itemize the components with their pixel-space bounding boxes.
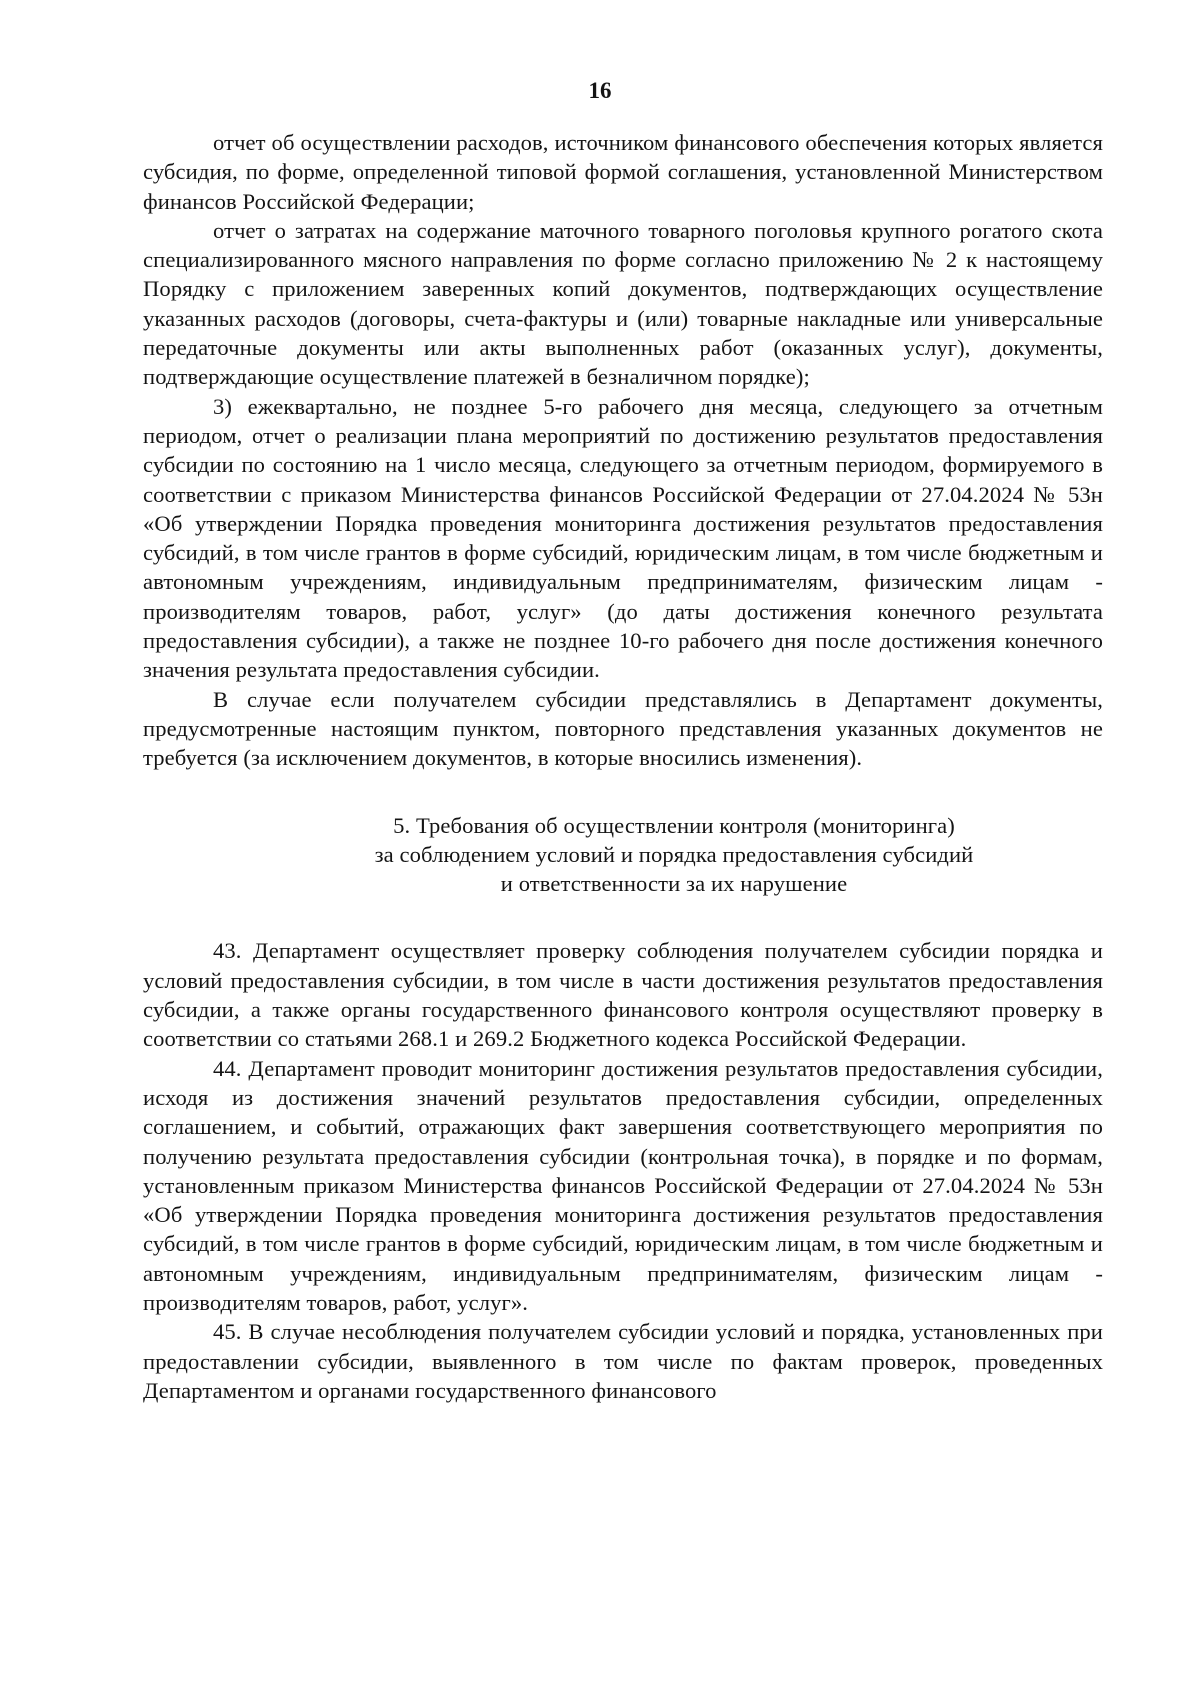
section-heading-line-3: и ответственности за их нарушение [500,871,848,897]
paragraph-no-resubmission: В случае если получателем субсидии представлялись в Департамент документы, предусмотренные настоящим пунктом, повторного представления указанных документов не требуется (за исключением документов, в которые вносились изменения). [143,686,1103,771]
paragraph-expense-report: отчет об осуществлении расходов, источником финансового обеспечения которых является субсидия, по форме, определенной типовой формой соглашения, установленной Министерством финансов Российской Федерации; [143,130,1103,214]
paragraph-43: 43. Департамент осуществляет проверку соблюдения получателем субсидии порядка и условий предоставления субсидии, в том числе в части достижения результатов предоставления субсидии, а также органы государственного финансового контроля осуществляют проверку в соответствии со статьями 268.1 и 269.2 Бюджетного кодекса Российской Федерации. [143,938,1103,1052]
section-heading-line-2: за соблюдением условий и порядка предоставления субсидий [374,841,974,867]
section-heading [143,811,1103,899]
paragraph-quarterly-report: 3) ежеквартально, не позднее 5-го рабочего дня месяца, следующего за отчетным периодом, отчет о реализации плана мероприятий по достижению результатов предоставления субсидии по состоянию на 1 число месяца, следующего за отчетным периодом, формируемого в соответствии с приказом Министерства финансов Российской Федерации от 27.04.2024 № 53н «Об утверждении Порядка проведения мониторинга достижения результатов предоставления субсидий, в том числе грантов в форме субсидий, юридическим лицам, в том числе бюджетным и автономным учреждениям, индивидуальным предпринимателям, физическим лицам - производителям товаров, работ, услуг» (до даты достижения конечного результата предоставления субсидии), а также не позднее 10-го рабочего дня после достижения конечного значения результата предоставления субсидии. [143,393,1103,683]
paragraph-cattle-cost-report: отчет о затратах на содержание маточного товарного поголовья крупного рогатого скота специализированного мясного направления по форме согласно приложению № 2 к настоящему Порядку с приложением заверенных копий документов, подтверждающих осуществление указанных расходов (договоры, счета-фактуры и (или) товарные накладные или универсальные передаточные документы или акты выполненных работ (оказанных услуг), документы, подтверждающие осуществление платежей в безналичном порядке); [143,217,1103,390]
page-number: 16 [588,78,612,103]
document-body [143,128,1103,1405]
paragraph-45: 45. В случае несоблюдения получателем субсидии условий и порядка, установленных при предоставлении субсидии, выявленного в том числе по фактам проверок, проведенных Департаментом и органами государственного финансового [143,1319,1103,1403]
section-heading-line-1: 5. Требования об осуществлении контроля (мониторинга) [393,812,955,838]
paragraph-44: 44. Департамент проводит мониторинг достижения результатов предоставления субсидии, исходя из достижения значений результатов предоставления субсидии, определенных соглашением, и событий, отражающих факт завершения соответствующего мероприятия по получению результата предоставления субсидии (контрольная точка), в порядке и по формам, установленным приказом Министерства финансов Российской Федерации от 27.04.2024 № 53н «Об утверждении Порядка проведения мониторинга достижения результатов предоставления субсидий, в том числе грантов в форме субсидий, юридическим лицам, в том числе бюджетным и автономным учреждениям, индивидуальным предпринимателям, физическим лицам - производителям товаров, работ, услуг». [143,1055,1103,1315]
